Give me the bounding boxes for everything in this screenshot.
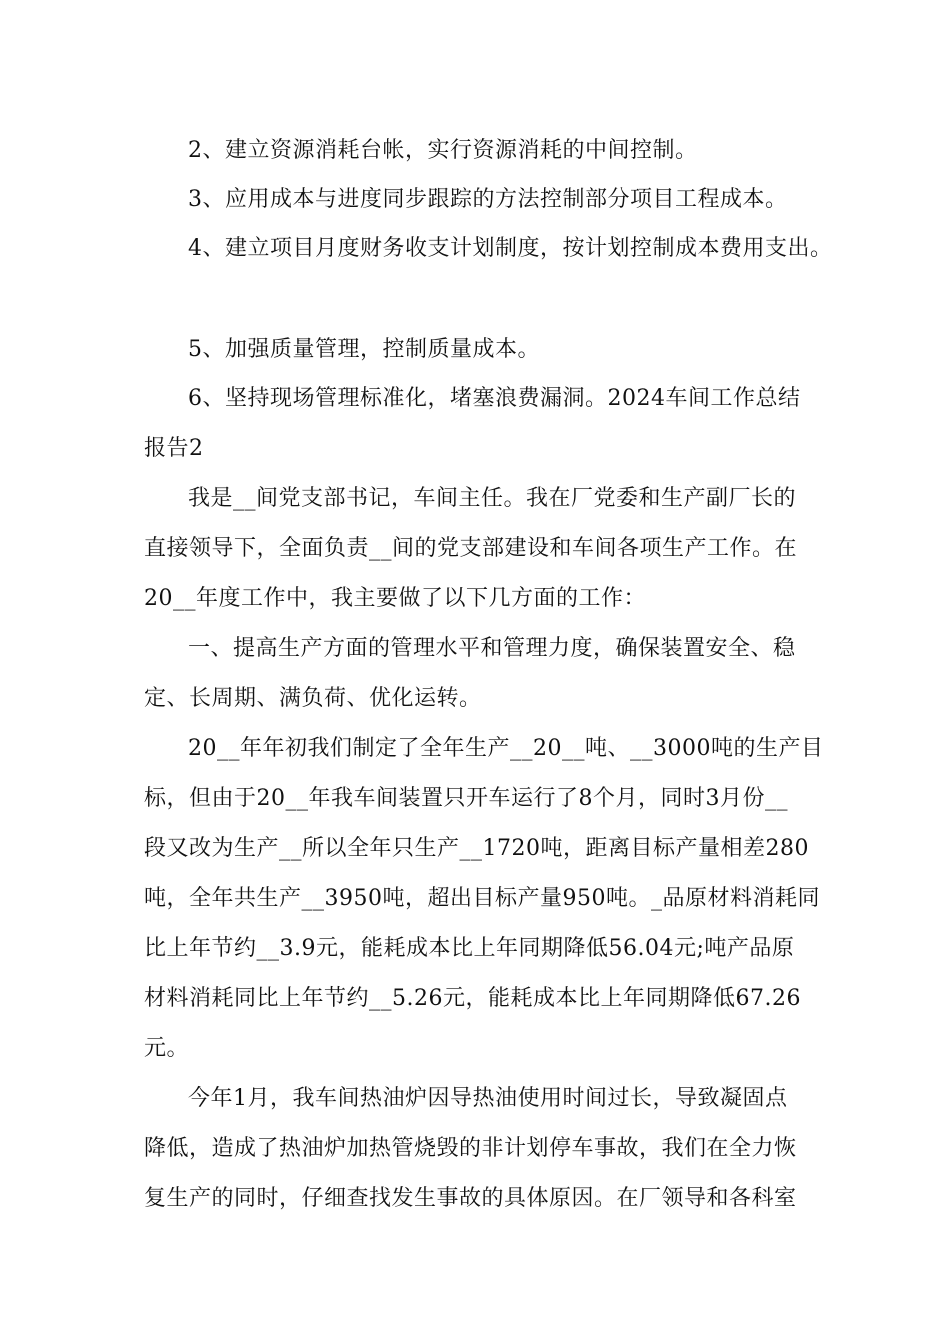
text-line: 4、建立项目月度财务收支计划制度，按计划控制成本费用支出。 [188,236,833,261]
text-line: 复生产的同时，仔细查找发生事故的具体原因。在厂领导和各科室 [144,1186,797,1211]
text-line: 3、应用成本与进度同步跟踪的方法控制部分项目工程成本。 [188,187,788,212]
text-line: 报告2 [144,436,204,461]
text-line: 直接领导下，全面负责__间的党支部建设和车间各项生产工作。在 [144,536,798,561]
text-line: 标，但由于20__年我车间装置只开车运行了8个月，同时3月份__ [144,786,788,811]
text-line: 20__年年初我们制定了全年生产__20__吨、__3000吨的生产目 [188,736,824,761]
text-line: 吨，全年共生产__3950吨，超出目标产量950吨。_品原材料消耗同 [144,886,820,911]
text-line: 2、建立资源消耗台帐，实行资源消耗的中间控制。 [188,138,698,163]
text-line: 定、长周期、满负荷、优化运转。 [144,686,482,711]
text-line: 段又改为生产__所以全年只生产__1720吨，距离目标产量相差280 [144,836,809,861]
text-line: 一、提高生产方面的管理水平和管理力度，确保装置安全、稳 [188,636,796,661]
text-line: 5、加强质量管理，控制质量成本。 [188,337,540,362]
text-line: 元。 [144,1036,190,1061]
text-line: 比上年节约__3.9元，能耗成本比上年同期降低56.04元;吨产品原 [144,936,795,961]
text-line: 20__年度工作中，我主要做了以下几方面的工作： [144,586,646,611]
text-line: 降低，造成了热油炉加热管烧毁的非计划停车事故，我们在全力恢 [144,1136,797,1161]
text-line: 材料消耗同比上年节约__5.26元，能耗成本比上年同期降低67.26 [144,986,801,1011]
text-line: 6、坚持现场管理标准化，堵塞浪费漏洞。2024车间工作总结 [188,386,801,411]
text-line: 今年1月，我车间热油炉因导热油使用时间过长，导致凝固点 [188,1086,788,1111]
text-line: 我是__间党支部书记，车间主任。我在厂党委和生产副厂长的 [188,486,797,511]
